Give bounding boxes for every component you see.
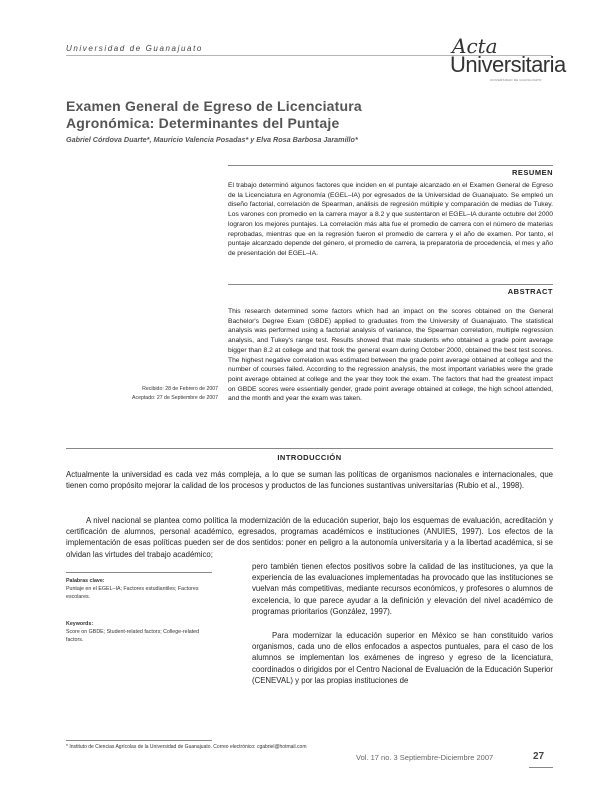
logo-acta: Acta	[452, 34, 498, 58]
logo-tagline: UNIVERSIDAD DE GUANAJUATO	[490, 78, 542, 82]
abstract-rule	[228, 284, 553, 285]
intro-rule	[66, 448, 553, 449]
page-number: 27	[533, 751, 545, 762]
keywords-en-heading: Keywords:	[66, 621, 94, 627]
keywords-en	[66, 620, 212, 644]
intro-paragraph-3: Para modernizar la educación superior en México se han constituido varios organismos, cada uno de ellos enfocados a aspectos puntuales, para el caso de los alumnos se implementan los exámenes de ingreso y egreso de la licenciatura, coordinados o dirigidos por el Centro Nacional de Evaluación de la Educación Superior (CENEVAL) y por las propias instituciones de	[252, 631, 553, 685]
keywords-es-text: Puntaje en el EGEL–IA; Factores estudiantiles; Factores escolares.	[66, 586, 199, 600]
accepted-date: Aceptado: 27 de Septiembre de 2007	[132, 394, 218, 401]
resumen-rule	[228, 165, 553, 166]
intro-paragraph-1: Actualmente la universidad es cada vez más compleja, a lo que se suman las políticas de organismos nacionales e internacionales, que tienen como propósito mejorar la calidad de los procesos y productos de las funciones sustantivas universitarias (Rubio et al., 1998).	[66, 470, 553, 491]
intro-paragraph-2-continued: pero también tienen efectos positivos sobre la calidad de las instituciones, ya que la experiencia de las evaluaciones implementadas ha provocado que las instituciones se vuelvan más competitivas, mediante recursos económicos, y profesores o alumnos de excelencia, lo que parece ayudar a la definición y elevación del nivel académico de programas prioritarios (González, 1997).	[252, 562, 553, 616]
abstract-heading: ABSTRACT	[507, 287, 553, 296]
abstract-text: This research determined some factors which had an impact on the scores obtained on the General Bachelor's Degree Exam (GBDE) applied to graduates from the University of Guanajuato. The statistical analysis was performed using a factorial analysis of variance, the Spearman correlation, multiple regression analysis, and Tukey's range test. Results showed that male students who obtained a grade point average bigger than 8.2 at college and that took the general exam during October 2000, obtained the best test scores. The highest negative correlation was estimated between the grade point average obtained at college and the number of courses failed. According to the regression analysis, the most important variables were the grade point average obtained at college and the year they took the exam. The factors that had the greatest impact on GBDE scores were essentially gender, grade point average obtained at college, the high school attended, and the month and year the exam was taken.	[228, 308, 553, 403]
logo-universitaria: Universitaria	[450, 52, 566, 77]
footnote-rule	[66, 740, 212, 741]
journal-series-header: Universidad de Guanajuato	[66, 44, 203, 53]
issue-info: Vol. 17 no. 3 Septiembre-Diciembre 2007	[356, 753, 494, 762]
keywords-es	[66, 577, 212, 601]
received-date: Recibido: 28 de Febrero de 2007	[142, 386, 218, 392]
journal-logo	[450, 34, 566, 86]
intro-paragraph-2: A nivel nacional se plantea como política la modernización de la educación superior, bajo los esquemas de evaluación, acreditación y certificación de alumnos, personal académico, egresados, programas académicos e instituciones (ANUIES, 1997). Los efectos de la implementación de esas políticas pueden ser de dos sentidos: poner en peligro a la autonomía universitaria y a la libertad académica, si se olvidan las virtudes del trabajo académico;	[66, 516, 553, 559]
resumen-heading: RESUMEN	[511, 168, 553, 177]
title-line-2: Agronómica: Determinantes del Puntaje	[66, 115, 340, 131]
keywords-en-text: Score on GBDE; Student-related factors; College-related factors.	[66, 629, 200, 643]
keywords-rule	[66, 572, 212, 573]
intro-heading: INTRODUCCIÓN	[277, 453, 342, 462]
received-dates	[118, 385, 218, 402]
keywords-es-heading: Palabras clave:	[66, 578, 105, 584]
page-number-rule	[529, 767, 553, 768]
article-authors: Gabriel Córdova Duarte*, Mauricio Valencia Posadas* y Elva Rosa Barbosa Jaramillo*	[66, 135, 358, 144]
resumen-text: El trabajo determinó algunos factores que inciden en el puntaje alcanzado en el Examen General de Egreso de la Licenciatura en Agronomía (EGEL–IA) por egresados de la Universidad de Guanajuato. Se empleó un diseño factorial, correlación de Spearman, análisis de regresión múltiple y comparación de medias de Tukey. Los varones con promedio en la carrera mayor a 8.2 y que sustentaron el EGEL–IA durante octubre del 2000 lograron los mejores puntajes. La correlación más alta fue el promedio de carrera con el número de materias reprobadas, mientras que en la regresión fueron el promedio de carrera y el año de examen. Por tanto, el puntaje alcanzado depende del género, el promedio de carrera, la preparatoria de procedencia, el mes y año de presentación del EGEL–IA.	[228, 182, 553, 257]
footnote: * Instituto de Ciencias Agrícolas de la Universidad de Guanajuato. Correo electrónico: cgabriel@hotmail.com	[66, 744, 307, 750]
article-title	[66, 98, 446, 132]
title-line-1: Examen General de Egreso de Licenciatura	[66, 98, 362, 114]
